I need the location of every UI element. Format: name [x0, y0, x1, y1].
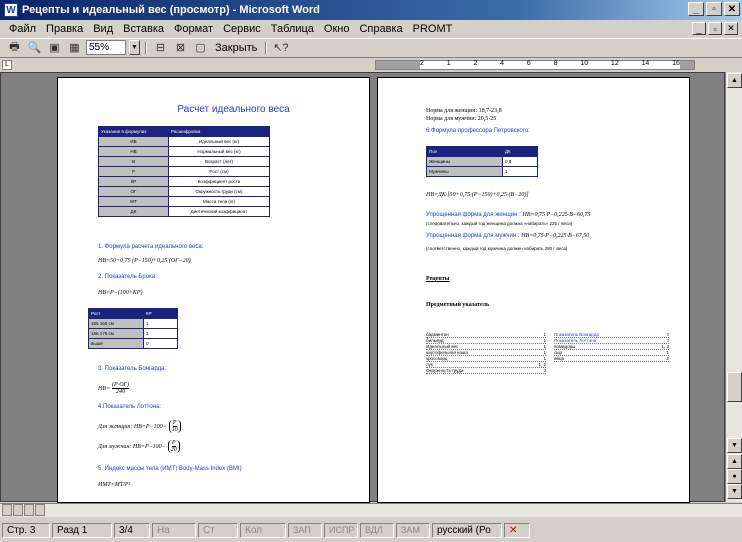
- table-header: Пол: [427, 147, 503, 157]
- formula-prefix: НВ=: [98, 385, 111, 392]
- ruler-number: 10: [580, 60, 589, 67]
- formula: НВ=50+0,75 (Р−150)+0,25 (ОГ−20): [98, 258, 191, 264]
- ruler-number: 14: [641, 60, 650, 67]
- table-cell: Диетический коэффициент: [169, 207, 270, 217]
- index-entry: помидоры 1, 2: [554, 344, 669, 349]
- shrink-to-fit-icon[interactable]: ⊠: [175, 42, 186, 54]
- ruler-number: 16: [672, 60, 680, 67]
- table-header: ДК: [503, 147, 538, 157]
- normal-view-icon[interactable]: [2, 504, 12, 516]
- ruler-number: 8: [553, 60, 558, 67]
- table-cell: МТ: [99, 197, 169, 207]
- section-heading: 4.Показатель Лоттона:: [98, 404, 161, 410]
- multiple-pages-icon[interactable]: ▦: [69, 42, 80, 54]
- table-cell: Р: [99, 167, 169, 177]
- table-cell: 1: [144, 319, 178, 329]
- scroll-thumb[interactable]: [727, 372, 742, 402]
- previous-page-button[interactable]: ▲: [727, 454, 742, 469]
- doc-minimize-button[interactable]: _: [692, 22, 706, 35]
- horizontal-ruler: [0, 57, 742, 71]
- status-section: Разд 1: [52, 523, 112, 538]
- table-cell: Коэффициент роста: [169, 177, 270, 187]
- chevron-down-icon[interactable]: ▼: [129, 40, 140, 55]
- index-entry: бильярд 1: [426, 338, 546, 343]
- ruler-number: 1: [446, 60, 451, 67]
- table-cell: 166 175 см: [89, 329, 144, 339]
- zoom-select[interactable]: 55%: [86, 40, 126, 55]
- status-ovr[interactable]: ЗАМ: [396, 523, 430, 538]
- toolbar-separator: [265, 41, 267, 55]
- table-cell: Масса тела (кг): [169, 197, 270, 207]
- menu-view[interactable]: Вид: [93, 23, 114, 35]
- table-cell: В: [99, 157, 169, 167]
- table-header: КР: [144, 309, 178, 319]
- menu-help[interactable]: Справка: [359, 23, 403, 35]
- formula: НВ=0,75·Р−0,225·В−67,50: [521, 233, 590, 239]
- print-icon[interactable]: 🖶: [9, 41, 20, 53]
- magnifier-icon[interactable]: 🔍: [27, 42, 42, 54]
- menu-edit[interactable]: Правка: [46, 23, 84, 35]
- status-page: Стр. 3: [2, 523, 50, 538]
- table-cell: 3: [144, 329, 178, 339]
- lotton-women-formula: [98, 420, 181, 433]
- petrovsky-formula: НВ=ДК·[50+0,75·(Р−150)+0,25·(В−20)]: [426, 192, 529, 198]
- table-cell: Нормальный вес (кг): [169, 147, 270, 157]
- title-bar: [0, 0, 742, 20]
- index-heading: Предметный указатель: [426, 302, 490, 308]
- table-cell: Окружность груди (см): [169, 187, 270, 197]
- formula: ИМТ=МТ/Р²: [98, 482, 131, 488]
- table-cell: Возраст (лет): [169, 157, 270, 167]
- horizontal-scrollbar[interactable]: [0, 503, 742, 517]
- ruler-bar[interactable]: [375, 60, 695, 70]
- table-header: Расшифровка: [169, 127, 270, 137]
- formula-text: Для женщин: НВ=Р−100−: [98, 423, 167, 430]
- full-screen-icon[interactable]: ▢: [195, 42, 206, 54]
- table-cell: ИВ: [99, 137, 169, 147]
- next-page-button[interactable]: ▼: [727, 484, 742, 499]
- document-workspace[interactable]: [0, 72, 725, 502]
- ruler-number: 2: [420, 60, 424, 67]
- table-cell: ДК: [99, 207, 169, 217]
- section-heading: 6.Формула профессора Петровского:: [426, 128, 530, 134]
- ruler-number: 6: [526, 60, 531, 67]
- status-pages: 3/4: [114, 523, 150, 538]
- table-cell: Женщины: [427, 157, 503, 167]
- formula-numerator: Р: [172, 420, 177, 426]
- one-page-icon[interactable]: ▣: [49, 42, 60, 54]
- spelling-check-icon[interactable]: ✕: [504, 523, 530, 538]
- formula-text: Для мужчин: НВ=Р−100−: [98, 443, 166, 450]
- table-cell: Идеальный вес (кг): [169, 137, 270, 147]
- lotton-men-formula: [98, 440, 180, 453]
- norm-text: Норма для мужчин: 20,5-25: [426, 116, 497, 122]
- table-cell: ОГ: [99, 187, 169, 197]
- tab-selector-icon[interactable]: L: [2, 60, 12, 70]
- notation-table: [98, 126, 270, 217]
- table-cell: КР: [99, 177, 169, 187]
- menu-promt[interactable]: PROMT: [412, 23, 453, 35]
- scroll-down-button[interactable]: ▼: [727, 438, 742, 453]
- table-header: Рост: [89, 309, 144, 319]
- formula-denominator: 240: [116, 389, 125, 395]
- index-right-column: [554, 332, 669, 362]
- page-title: Расчет идеального веса: [177, 104, 290, 115]
- ruler-number: 2: [473, 60, 478, 67]
- section-heading: 1. Формула расчета идеального веса:: [98, 244, 204, 250]
- status-trk[interactable]: ИСПР: [324, 523, 358, 538]
- status-language[interactable]: русский (Ро: [432, 523, 502, 538]
- help-icon[interactable]: ↖?: [273, 42, 289, 54]
- table-cell: 0: [144, 339, 178, 349]
- index-entry: картофельная каша 1: [426, 350, 546, 355]
- index-entry: яйца 2: [554, 356, 669, 361]
- doc-close-button[interactable]: ✕: [724, 22, 738, 35]
- select-browse-object-button[interactable]: ●: [727, 469, 742, 484]
- formula-denominator: 10: [171, 427, 178, 433]
- table-cell: Рост (см): [169, 167, 270, 177]
- status-column: Кол: [240, 523, 286, 538]
- index-entry: Показатель Бонгарда 3: [554, 332, 669, 337]
- bongard-formula: [98, 382, 129, 395]
- document-page-2[interactable]: [377, 77, 690, 503]
- formula-numerator: (Р·ОГ): [112, 382, 129, 388]
- scroll-up-button[interactable]: ▲: [727, 73, 742, 88]
- formula: НВ=0,75·Р−0,225·В−60,75: [522, 212, 591, 218]
- formula-denominator: 20: [170, 447, 177, 453]
- window-title: Рецепты и идеальный вес (просмотр) - Microsoft Word: [22, 4, 320, 16]
- doc-restore-button[interactable]: ▫: [708, 22, 722, 35]
- table-cell: Мужчины: [427, 167, 503, 177]
- document-page-1[interactable]: [57, 77, 370, 503]
- ruler-number: 4: [500, 60, 505, 67]
- word-app-icon[interactable]: W: [4, 3, 18, 17]
- index-left-column: [426, 332, 546, 374]
- simplified-women: [426, 212, 590, 218]
- section-heading: 2. Показатель Брока:: [98, 274, 157, 280]
- table-cell: 0,9: [503, 157, 538, 167]
- table-cell: 1: [503, 167, 538, 177]
- ruler-icon[interactable]: ⊟: [155, 42, 166, 54]
- status-rec[interactable]: ЗАП: [288, 523, 322, 538]
- table-cell: 165 166 см: [89, 319, 144, 329]
- index-entry: сыр 1: [554, 350, 669, 355]
- web-view-icon[interactable]: [13, 504, 23, 516]
- note-text: (соответственно, каждый год мужчина должен набирать 280 г веса): [426, 246, 568, 251]
- index-entry: лук 1, 2: [426, 362, 546, 367]
- note-text: (следовательно, каждый год женщина должна «набирать» 225 г веса): [426, 221, 573, 226]
- print-layout-icon[interactable]: [24, 504, 34, 516]
- broca-table: [88, 308, 178, 349]
- menu-table[interactable]: Таблица: [270, 23, 314, 35]
- menu-tools[interactable]: Сервис: [223, 23, 261, 35]
- norm-text: Норма для женщин: 18,7-23,8: [426, 108, 502, 114]
- table-cell: НВ: [99, 147, 169, 157]
- index-entry: Показатель Лоттона 3: [554, 338, 669, 343]
- toolbar-separator: [145, 41, 147, 55]
- close-button[interactable]: ✕: [724, 2, 740, 16]
- petrovsky-table: [426, 146, 538, 177]
- menu-file[interactable]: Файл: [9, 23, 37, 35]
- index-entry: Идеальный вес 1: [426, 344, 546, 349]
- print-preview-toolbar: [0, 38, 742, 56]
- menu-insert[interactable]: Вставка: [123, 23, 165, 35]
- table-header: Указание в формулах: [99, 127, 169, 137]
- ruler-number: 12: [610, 60, 619, 67]
- formula-numerator: Р: [171, 440, 176, 446]
- status-ext[interactable]: ВДЛ: [360, 523, 394, 538]
- index-entry: бадминтон 1: [426, 332, 546, 337]
- index-entry: Окружность груди 3: [426, 368, 546, 373]
- simplified-men: [426, 233, 589, 239]
- formula-label: Упрощенная форма для женщин :: [426, 212, 521, 218]
- index-entry: кроссворд 1: [426, 356, 546, 361]
- outline-view-icon[interactable]: [35, 504, 45, 516]
- status-line: Ст: [198, 523, 238, 538]
- table-cell: выше: [89, 339, 144, 349]
- section-heading: 3. Показатель Бонгарда:: [98, 366, 167, 372]
- status-at: На: [152, 523, 196, 538]
- vertical-scrollbar[interactable]: [725, 72, 742, 502]
- minimize-button[interactable]: _: [688, 2, 704, 16]
- status-bar: [0, 518, 742, 542]
- maximize-button[interactable]: ▫: [706, 2, 722, 16]
- section-heading: 5. Индекс массы тела (ИМТ) Body-Mass Index (BMI): [98, 466, 242, 472]
- formula: НВ=Р−(100+КР): [98, 290, 143, 296]
- close-preview-button[interactable]: Закрыть: [215, 41, 258, 54]
- formula-label: Упрощенная форма для мужчин :: [426, 233, 520, 239]
- menu-window[interactable]: Окно: [323, 23, 350, 35]
- menu-bar: [0, 20, 742, 38]
- recipes-heading: Рецепты: [426, 276, 450, 282]
- menu-format[interactable]: Формат: [174, 23, 214, 35]
